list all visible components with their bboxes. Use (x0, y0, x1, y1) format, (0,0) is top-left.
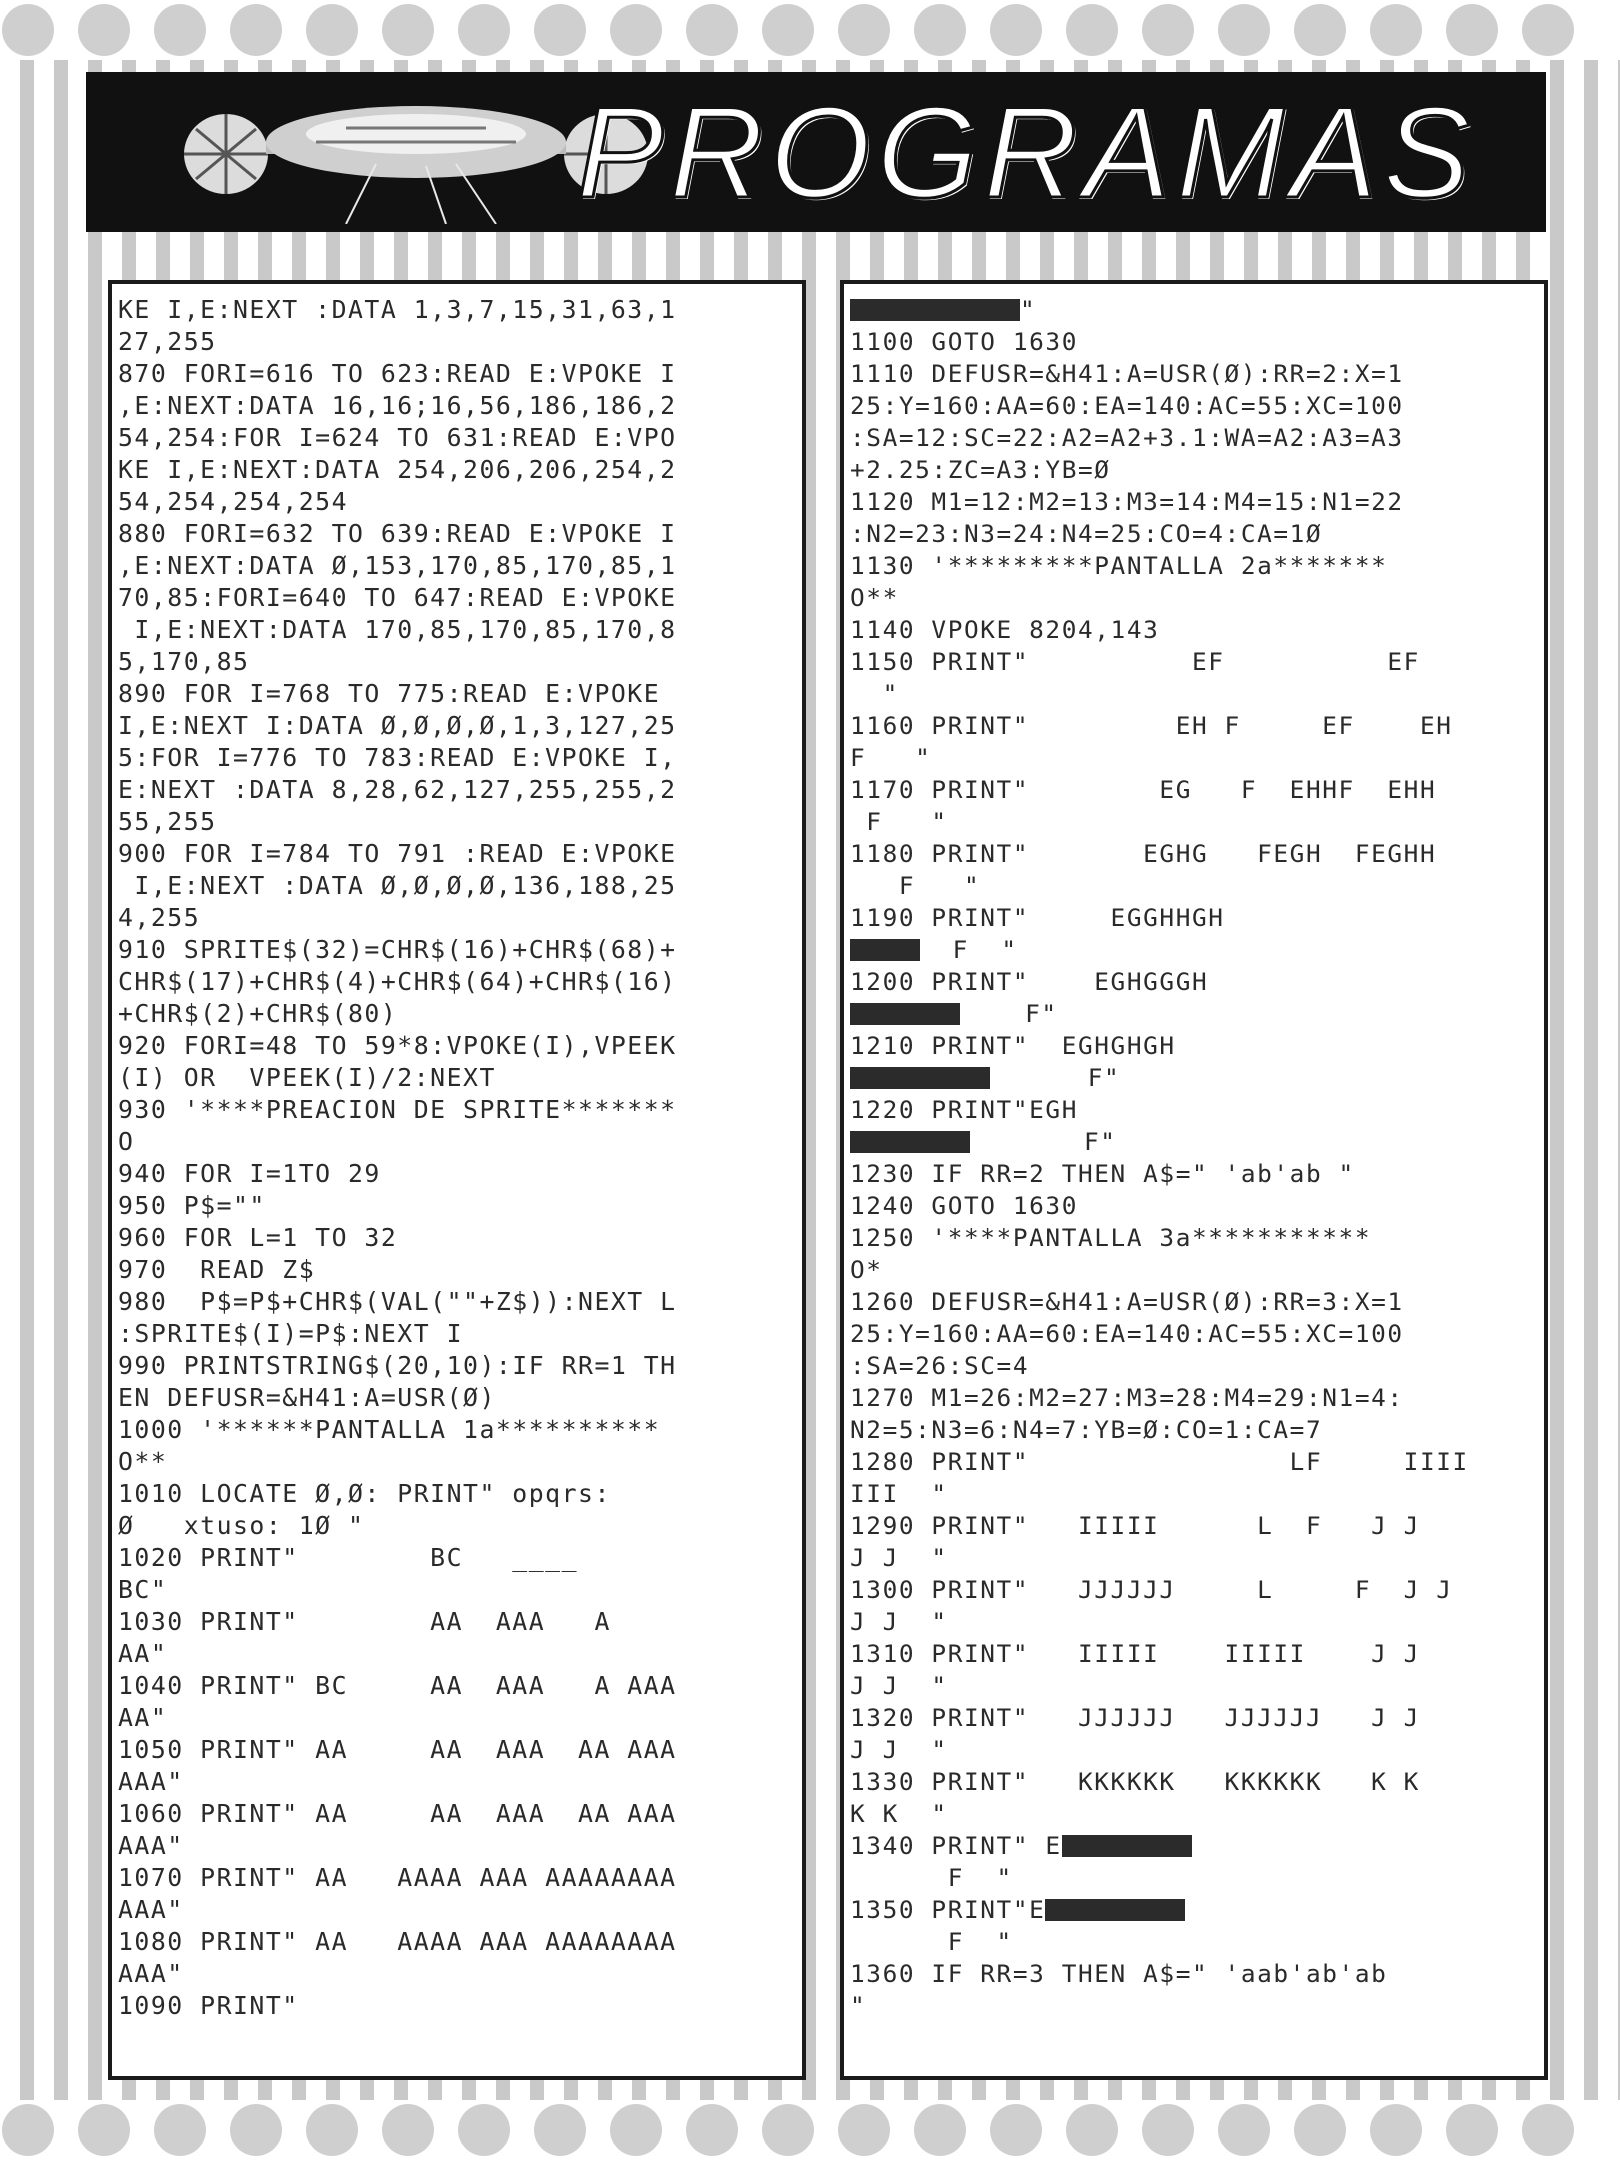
code-line: AAA" (118, 1831, 184, 1860)
code-line: 1130 '*********PANTALLA 2a******* (850, 551, 1388, 580)
code-line: J J " (850, 1735, 948, 1764)
code-line: F " (850, 743, 932, 772)
code-line: 1180 PRINT" EGHG FEGH FEGHH (850, 839, 1437, 868)
code-line: AAA" (118, 1895, 184, 1924)
code-line: O* (850, 1255, 883, 1284)
code-line: E:NEXT :DATA 8,28,62,127,255,255,2 (118, 775, 677, 804)
code-line: 1320 PRINT" JJJJJJ JJJJJJ J J (850, 1703, 1420, 1732)
code-line: 870 FORI=616 TO 623:READ E:VPOKE I (118, 359, 677, 388)
code-line: :SA=12:SC=22:A2=A2+3.1:WA=A2:A3=A3 (850, 423, 1404, 452)
code-line: O** (850, 583, 899, 612)
code-line: 990 PRINTSTRING$(20,10):IF RR=1 TH (118, 1351, 677, 1380)
code-line: 890 FOR I=768 TO 775:READ E:VPOKE (118, 679, 661, 708)
code-line: F" (850, 1062, 1544, 1094)
code-line: 1010 LOCATE Ø,Ø: PRINT" opqrs: (118, 1479, 611, 1508)
code-line: +CHR$(2)+CHR$(80) (118, 999, 398, 1028)
code-line: AAA" (118, 1959, 184, 1988)
code-line: F " (850, 934, 1544, 966)
code-line: CHR$(17)+CHR$(4)+CHR$(64)+CHR$(16) (118, 967, 677, 996)
code-line: " (850, 1991, 867, 2020)
code-line: KE I,E:NEXT :DATA 1,3,7,15,31,63,1 (118, 295, 677, 324)
code-line: 5:FOR I=776 TO 783:READ E:VPOKE I, (118, 743, 677, 772)
code-line: 1100 GOTO 1630 (850, 327, 1078, 356)
code-line: O (118, 1127, 135, 1156)
code-line: +2.25:ZC=A3:YB=Ø (850, 455, 1111, 484)
code-line: 1060 PRINT" AA AA AAA AA AAA (118, 1799, 677, 1828)
top-dot-border (0, 0, 1620, 60)
code-line: KE I,E:NEXT:DATA 254,206,206,254,2 (118, 455, 677, 484)
header-banner (86, 72, 1546, 232)
graphic-char-block (850, 939, 920, 961)
code-line: 960 FOR L=1 TO 32 (118, 1223, 398, 1252)
code-line: 1280 PRINT" LF IIII (850, 1447, 1469, 1476)
code-block (844, 284, 1544, 2022)
code-line: ,E:NEXT:DATA Ø,153,170,85,170,85,1 (118, 551, 677, 580)
code-line: 1190 PRINT" EGGHHGH (850, 903, 1225, 932)
code-line: AA" (118, 1639, 168, 1668)
code-line: 27,255 (118, 327, 217, 356)
code-line: I,E:NEXT:DATA 170,85,170,85,170,8 (118, 615, 677, 644)
code-line: K K " (850, 1799, 948, 1828)
bottom-dot-border (0, 2100, 1620, 2160)
code-line: 1360 IF RR=3 THEN A$=" 'aab'ab'ab (850, 1959, 1388, 1988)
code-line: 1040 PRINT" BC AA AAA A AAA (118, 1671, 677, 1700)
code-line: 25:Y=160:AA=60:EA=140:AC=55:XC=100 (850, 1319, 1404, 1348)
code-listing-left (108, 280, 806, 2080)
code-line: 920 FORI=48 TO 59*8:VPOKE(I),VPEEK (118, 1031, 677, 1060)
code-line: 1080 PRINT" AA AAAA AAA AAAAAAAA (118, 1927, 677, 1956)
code-line: 930 '****PREACION DE SPRITE******* (118, 1095, 677, 1124)
code-line: 1000 '******PANTALLA 1a********** (118, 1415, 661, 1444)
code-line: F " (850, 871, 981, 900)
code-line: F" (850, 1126, 1544, 1158)
code-line: 1340 PRINT" E (850, 1830, 1544, 1862)
code-line: J J " (850, 1543, 948, 1572)
code-line: N2=5:N3=6:N4=7:YB=Ø:CO=1:CA=7 (850, 1415, 1323, 1444)
code-line: 5,170,85 (118, 647, 250, 676)
code-line: 880 FORI=632 TO 639:READ E:VPOKE I (118, 519, 677, 548)
code-line: AA" (118, 1703, 168, 1732)
code-line: I,E:NEXT I:DATA Ø,Ø,Ø,Ø,1,3,127,25 (118, 711, 677, 740)
code-line: :N2=23:N3=24:N4=25:CO=4:CA=1Ø (850, 519, 1323, 548)
code-line: 910 SPRITE$(32)=CHR$(16)+CHR$(68)+ (118, 935, 677, 964)
code-line: 70,85:FORI=640 TO 647:READ E:VPOKE (118, 583, 677, 612)
code-line: 950 P$="" (118, 1191, 266, 1220)
code-line: 1110 DEFUSR=&H41:A=USR(Ø):RR=2:X=1 (850, 359, 1404, 388)
code-line: 1200 PRINT" EGHGGGH (850, 967, 1209, 996)
code-line: 1020 PRINT" BC ____ (118, 1543, 579, 1572)
code-line: F " (850, 807, 948, 836)
code-line: 1220 PRINT"EGH (850, 1095, 1078, 1124)
code-line: O** (118, 1447, 168, 1476)
code-line: 1350 PRINT"E (850, 1894, 1544, 1926)
code-line: 54,254,254,254 (118, 487, 349, 516)
code-line: BC" (118, 1575, 168, 1604)
code-line: 1260 DEFUSR=&H41:A=USR(Ø):RR=3:X=1 (850, 1287, 1404, 1316)
code-line: (I) OR VPEEK(I)/2:NEXT (118, 1063, 496, 1092)
code-line: J J " (850, 1607, 948, 1636)
graphic-char-block (850, 299, 1020, 321)
code-line: " (850, 294, 1544, 326)
code-line: 940 FOR I=1TO 29 (118, 1159, 381, 1188)
code-line: 900 FOR I=784 TO 791 :READ E:VPOKE (118, 839, 677, 868)
page-title: PROGRAMAS (576, 79, 1476, 225)
code-line: 1170 PRINT" EG F EHHF EHH (850, 775, 1437, 804)
code-line: 54,254:FOR I=624 TO 631:READ E:VPO (118, 423, 677, 452)
code-line: 980 P$=P$+CHR$(VAL(""+Z$)):NEXT L (118, 1287, 677, 1316)
code-listing-right (840, 280, 1548, 2080)
code-line: Ø xtuso: 1Ø " (118, 1511, 365, 1540)
graphic-char-block (850, 1131, 970, 1153)
code-line: III " (850, 1479, 948, 1508)
code-line: 1140 VPOKE 8204,143 (850, 615, 1160, 644)
code-line: 1210 PRINT" EGHGHGH (850, 1031, 1176, 1060)
code-line: 4,255 (118, 903, 201, 932)
code-line: ,E:NEXT:DATA 16,16;16,56,186,186,2 (118, 391, 677, 420)
code-line: 1120 M1=12:M2=13:M3=14:M4=15:N1=22 (850, 487, 1404, 516)
code-block (112, 284, 802, 2022)
graphic-char-block (1062, 1835, 1192, 1857)
code-line: F" (850, 998, 1544, 1030)
code-line: 1310 PRINT" IIIII IIIII J J (850, 1639, 1420, 1668)
code-line: 1330 PRINT" KKKKKK KKKKKK K K (850, 1767, 1420, 1796)
code-line: EN DEFUSR=&H41:A=USR(Ø) (118, 1383, 496, 1412)
code-line: 1300 PRINT" JJJJJJ L F J J (850, 1575, 1453, 1604)
code-line: J J " (850, 1671, 948, 1700)
code-line: F " (850, 1927, 1013, 1956)
code-line: 1290 PRINT" IIIII L F J J (850, 1511, 1420, 1540)
code-line: F " (850, 1863, 1013, 1892)
code-line: 25:Y=160:AA=60:EA=140:AC=55:XC=100 (850, 391, 1404, 420)
code-line: 55,255 (118, 807, 217, 836)
code-line: 1070 PRINT" AA AAAA AAA AAAAAAAA (118, 1863, 677, 1892)
code-line: 1050 PRINT" AA AA AAA AA AAA (118, 1735, 677, 1764)
code-line: :SPRITE$(I)=P$:NEXT I (118, 1319, 464, 1348)
code-line: AAA" (118, 1767, 184, 1796)
code-line: 1090 PRINT" (118, 1991, 299, 2020)
code-line: " (850, 679, 899, 708)
code-line: 1160 PRINT" EH F EF EH (850, 711, 1453, 740)
graphic-char-block (850, 1003, 960, 1025)
code-line: 1270 M1=26:M2=27:M3=28:M4=29:N1=4: (850, 1383, 1404, 1412)
code-line: 970 READ Z$ (118, 1255, 316, 1284)
code-line: 1240 GOTO 1630 (850, 1191, 1078, 1220)
code-line: :SA=26:SC=4 (850, 1351, 1030, 1380)
code-line: 1150 PRINT" EF EF (850, 647, 1420, 676)
code-line: I,E:NEXT :DATA Ø,Ø,Ø,Ø,136,188,25 (118, 871, 677, 900)
graphic-char-block (1045, 1899, 1185, 1921)
graphic-char-block (850, 1067, 990, 1089)
code-line: 1250 '****PANTALLA 3a*********** (850, 1223, 1372, 1252)
code-line: 1230 IF RR=2 THEN A$=" 'ab'ab " (850, 1159, 1355, 1188)
code-line: 1030 PRINT" AA AAA A (118, 1607, 611, 1636)
